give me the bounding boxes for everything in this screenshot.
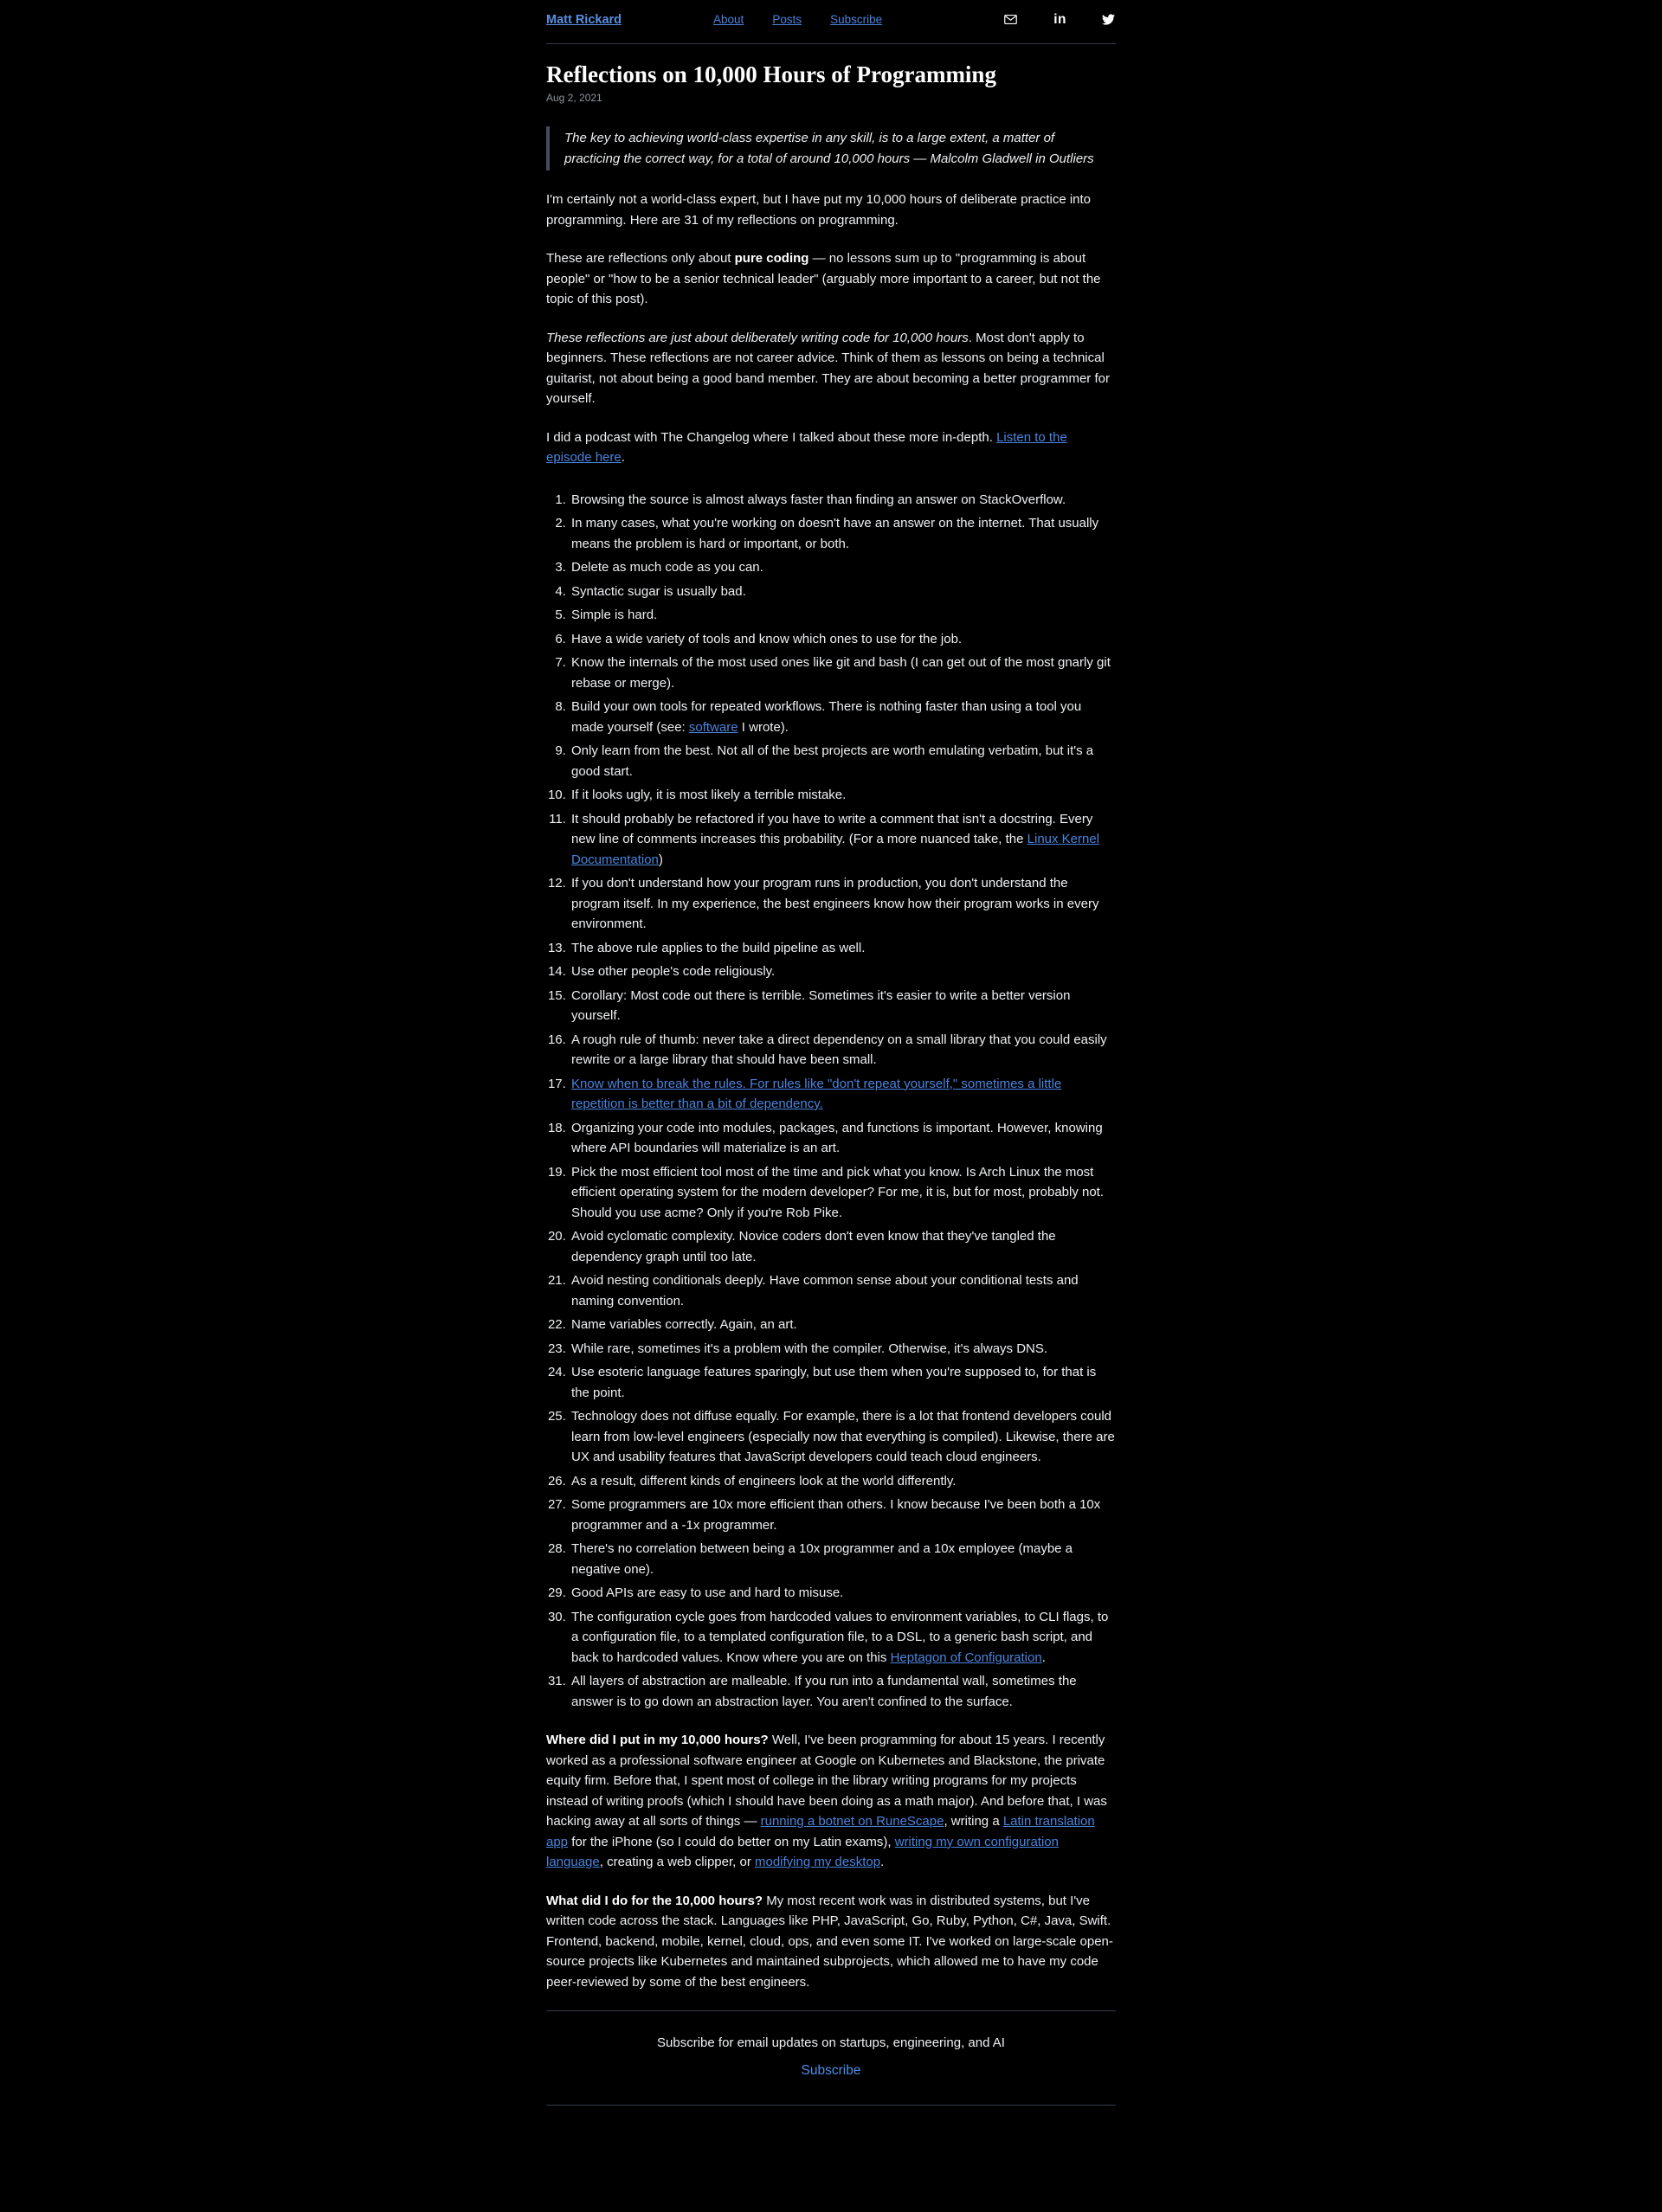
text-run: Delete as much code as you can. [571,560,763,575]
list-item [570,1671,1116,1712]
inline-link[interactable]: writing my own configuration language [546,1834,1059,1869]
text-run: Have a wide variety of tools and know which ones to use for the job. [571,631,963,646]
twitter-icon[interactable] [1101,13,1116,26]
text-run: Avoid nesting conditionals deeply. Have common sense about your conditional tests and naming convention. [571,1273,1079,1309]
text-run: Technology does not diffuse equally. For example, there is a lot that frontend developers could learn from low-level engineers (especially now that everything is compiled). Likewise, there are UX and usability features that JavaScript developers could teach cloud engineers. [571,1409,1115,1464]
text-run: . [880,1855,885,1869]
list-item [570,873,1116,935]
text-run: Avoid cyclomatic complexity. Novice coders don't even know that they've tangled the dependency graph until too late. [571,1229,1056,1264]
text-run: Some programmers are 10x more efficient than others. I know because I've been both a 10x programmer and a -1x programmer. [571,1497,1101,1533]
page-title: Reflections on 10,000 Hours of Programming [546,61,996,87]
article [546,60,1116,1992]
inline-link[interactable]: Latin translation app [546,1814,1095,1849]
post-date: Aug 2, 2021 [546,92,602,104]
list-item [570,938,1116,959]
text-run: While rare, sometimes it's a problem with the compiler. Otherwise, it's always DNS. [571,1341,1048,1356]
text-run: ) [658,852,663,867]
text-run: for the iPhone (so I could do better on my Latin exams), [568,1834,895,1849]
text-run: The above rule applies to the build pipeline as well. [571,940,866,955]
list-item [570,809,1116,871]
list-item [570,1607,1116,1669]
text-run: The key to achieving world-class expertise in any skill, is to a large extent, a matter of practicing the correct way, for a total of around 10,000 hours — Malcolm Gladwell in Outliers [564,131,1094,166]
inline-link[interactable]: running a botnet on RuneScape [760,1814,944,1829]
text-run: As a result, different kinds of engineers look at the world differently. [571,1473,957,1489]
text-run: , writing a [944,1814,1003,1829]
nav-link-posts[interactable]: Posts [772,13,802,26]
text-run: These are reflections only about [546,251,735,266]
text-run: . [1041,1649,1046,1665]
text-run: I'm certainly not a world-class expert, but I have put my 10,000 hours of deliberate practice into programming. Here are 31 of my reflections on programming. [546,192,1092,228]
text-run: Pick the most efficient tool most of the time and pick what you know. Is Arch Linux the most efficient operating system for the modern developer? For me, it is, but for most, probably not. Should you use acme? Only if you're Rob Pike. [571,1164,1105,1220]
text-run: A rough rule of thumb: never take a direct dependency on a small library that you could easily rewrite or a large library that should have been small. [571,1032,1107,1067]
page-footer [546,2010,1116,2106]
list-item [570,605,1116,626]
footer-subscribe [546,2063,1116,2079]
list-item [570,1362,1116,1403]
text-run: Build your own tools for repeated workflows. There is nothing faster than using a tool you made yourself (see: [571,699,1082,735]
text-run: In many cases, what you're working on doesn't have an answer on the internet. That usually means the problem is hard or important, or both. [571,516,1099,551]
text-run: I did a podcast with The Changelog where I talked about these more in-depth. [546,429,997,445]
list-item [570,582,1116,602]
list-item [570,1118,1116,1159]
list-item [570,1471,1116,1492]
text-run: There's no correlation between being a 10x programmer and a 10x employee (maybe a negative one). [571,1541,1073,1577]
paragraph [546,1730,1116,1873]
list-item [570,697,1116,737]
italic-text: These reflections are just about deliberately writing code for 10,000 hours [546,330,969,345]
inline-link[interactable]: Heptagon of Configuration [890,1649,1042,1665]
inline-link[interactable]: Linux Kernel Documentation [571,832,1100,867]
text-run: Use other people's code religiously. [571,964,776,979]
text-run: Well, I've been programming for about 15 years. I recently worked as a professional software engineer at Google on Kubernetes and Blackstone, the private equity firm. Before that, I spent most of college in the library writing programs for my projects instead of writing proofs (which I should have been doing as a math major). And before that, I was hacking away at all sorts of things — [546,1733,1107,1829]
text-run: Simple is hard. [571,608,658,622]
list-item [570,1074,1116,1115]
text-run: Syntactic sugar is usually bad. [571,583,746,599]
footer-tagline: Subscribe for email updates on startups, engineering, and AI [657,2035,1005,2050]
page [546,0,1116,2114]
nav-link-subscribe[interactable]: Subscribe [830,13,883,26]
list-item [570,653,1116,693]
footer-divider-top [546,2010,1116,2011]
inline-link[interactable]: software [688,719,738,735]
list-item [570,1030,1116,1071]
text-run: I wrote). [738,719,789,735]
header-divider [546,43,1116,44]
paragraph [546,1891,1116,1993]
list-item [570,490,1116,511]
text-run: Know the internals of the most used ones like git and bash (I can get out of the most gnarly git rebase or merge). [571,655,1111,691]
article-body [546,126,1116,1992]
list-item [570,1339,1116,1360]
bold-text: pure coding [734,251,809,266]
reflections-list [546,490,1116,1713]
text-run: Good APIs are easy to use and hard to misuse. [571,1585,844,1600]
linkedin-icon[interactable]: in [1053,11,1066,27]
list-item [570,1539,1116,1579]
text-run: If it looks ugly, it is most likely a terrible mistake. [571,788,847,802]
list-item [570,1315,1116,1335]
text-run: All layers of abstraction are malleable. If you run into a fundamental wall, sometimes the answer is to go down an abstraction layer. You aren't confined to the surface. [571,1674,1077,1709]
text-run: Use esoteric language features sparingly, but use them when you're supposed to, for that is the point. [571,1365,1097,1400]
list-item [570,1226,1116,1267]
list-item [570,1270,1116,1311]
text-run: It should probably be refactored if you have to write a comment that isn't a docstring. Every new line of comments increases this probability. (For a more nuanced take, the [571,811,1093,846]
text-run: — no lessons sum up to "programming is about people" or "how to be a senior technical leader" (arguably more important to a career, but not the topic of this post). [546,251,1101,306]
list-item [570,1495,1116,1535]
text-run: . Most don't apply to beginners. These reflections are not career advice. Think of them as lessons on being a technical guitarist, not about being a good band member. They are about becoming a better programmer for yourself. [546,330,1110,406]
text-run: Browsing the source is almost always faster than finding an answer on StackOverflow. [571,492,1066,507]
list-item [570,961,1116,982]
email-icon[interactable] [1002,12,1019,27]
main-nav [713,13,882,26]
text-run: , creating a web clipper, or [599,1855,755,1869]
inline-link[interactable]: modifying my desktop [755,1855,881,1869]
text-run: If you don't understand how your program runs in production, you don't understand the program itself. In my experience, the best engineers know how their program works in every environment. [571,876,1099,931]
inline-link[interactable]: Know when to break the rules. For rules like "don't repeat yourself," sometimes a little repetition is better than a bit of dependency. [571,1076,1062,1111]
bold-text: What did I do for the 10,000 hours? [546,1893,763,1908]
list-item [570,785,1116,806]
list-item [570,513,1116,554]
list-item [570,1406,1116,1468]
list-item [570,1583,1116,1604]
paragraph [546,428,1116,468]
text-run: . [621,450,625,465]
site-header [546,0,1116,43]
inline-link[interactable]: Listen to the episode here [546,429,1067,465]
site-name-link[interactable]: Matt Rickard [546,12,622,27]
pull-quote [546,126,1116,170]
text-run: Corollary: Most code out there is terrible. Sometimes it's easier to write a better version yourself. [571,987,1071,1023]
social-icons [1002,12,1116,27]
text-run: Only learn from the best. Not all of the best projects are worth emulating verbatim, but it's a good start. [571,743,1094,779]
footer-divider-bottom [546,2105,1116,2106]
nav-link-about[interactable]: About [713,13,744,26]
text-run: My most recent work was in distributed systems, but I've written code across the stack. Languages like PHP, JavaScript, Go, Ruby, Python, C#, Java, Swift. Frontend, backend, mobile, kernel, cloud, ops, and even some IT. I've worked on large-scale open-source projects like Kubernetes and maintained subprojects, which allowed me to have my code peer-reviewed by some of the best engineers. [546,1893,1113,1990]
text-run: Name variables correctly. Again, an art. [571,1317,797,1332]
bold-text: Where did I put in my 10,000 hours? [546,1733,769,1747]
paragraph [546,328,1116,409]
list-item [570,986,1116,1026]
footer-subscribe-link[interactable]: Subscribe [801,2063,861,2078]
text-run: Organizing your code into modules, packages, and functions is important. However, knowing where API boundaries will materialize is an art. [571,1120,1103,1155]
list-item [570,629,1116,650]
list-item [570,741,1116,781]
list-item [570,557,1116,578]
paragraph [546,190,1116,230]
paragraph [546,248,1116,310]
list-item [570,1162,1116,1224]
text-run: The configuration cycle goes from hardcoded values to environment variables, to CLI flags, to a configuration file, to a templated configuration file, to a DSL, to a generic bash script, and back to hardcoded values. Know where you are on this [571,1609,1109,1665]
